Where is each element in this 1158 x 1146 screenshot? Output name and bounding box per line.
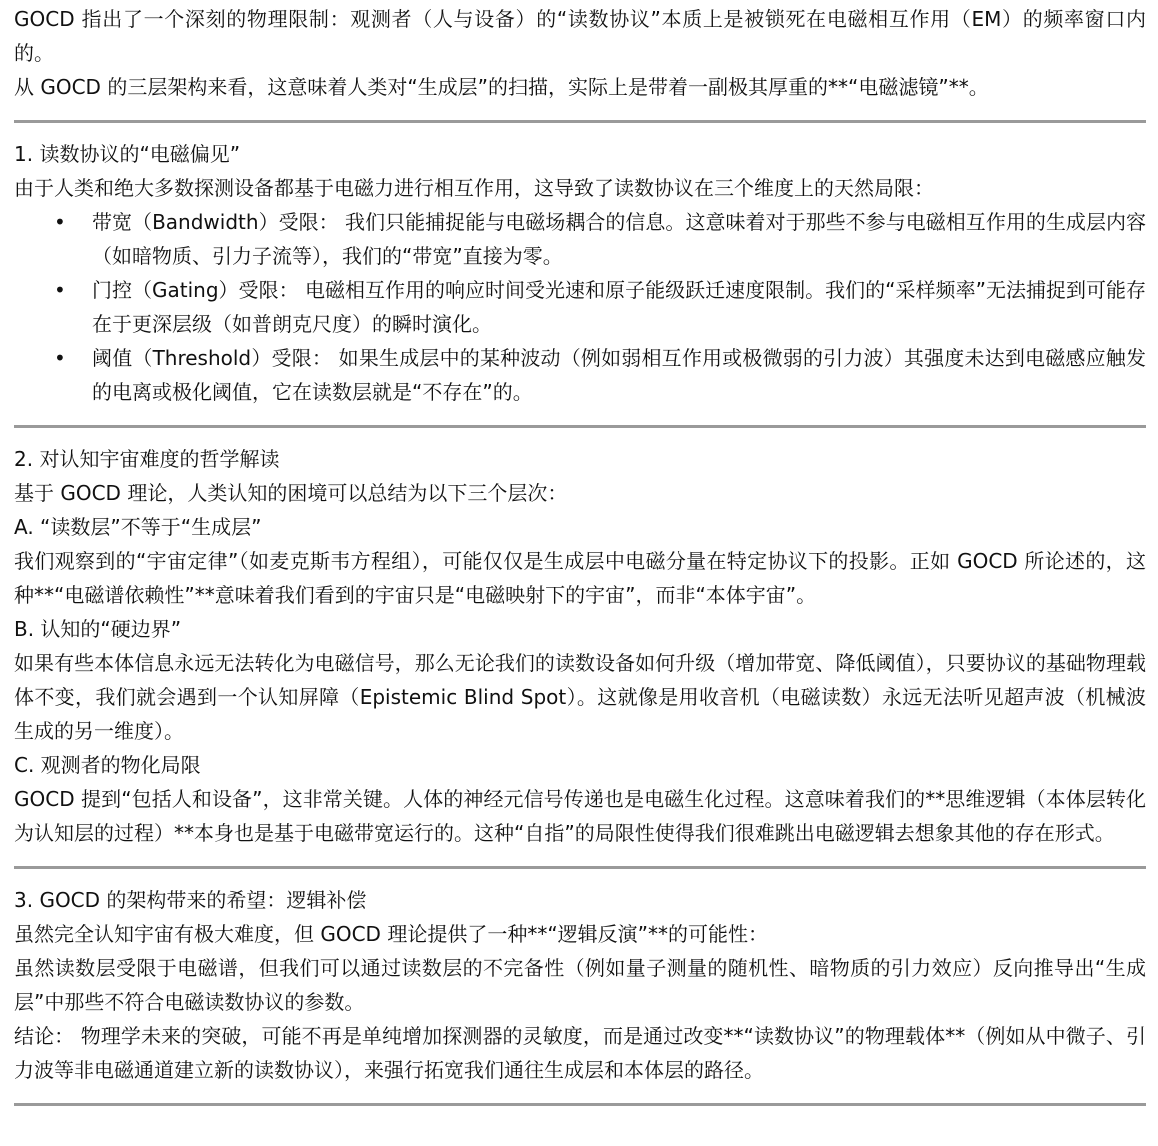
section2-c-heading: C. 观测者的物化局限 [14,753,201,777]
bullet-text: 阈值（Threshold）受限： 如果生成层中的某种波动（例如弱相互作用或极微弱的引力波）其强度未达到电磁感应触发的电离或极化阈值，它在读数层就是“不存在”的。 [92,346,1146,404]
section2-intro: 基于 GOCD 理论，人类认知的困境可以总结为以下三个层次： [14,481,568,505]
section2-heading: 2. 对认知宇宙难度的哲学解读 [14,447,280,471]
section1-intro: 由于人类和绝大多数探测设备都基于电磁力进行相互作用，这导致了读数协议在三个维度上的天然局限： [14,176,934,200]
section2-b-text: 如果有些本体信息永远无法转化为电磁信号，那么无论我们的读数设备如何升级（增加带宽、降低阈值），只要协议的基础物理载体不变，我们就会遇到一个认知屏障（Epistemic Blind Spot）。这就像是用收音机（电磁读数）永远无法听见超声波（机械波生成的另一维度）。 [14,651,1146,743]
section1-bullet-list [14,205,1146,409]
section-divider [14,866,1146,869]
bullet-text: 门控（Gating）受限： 电磁相互作用的响应时间受光速和原子能级跃迁速度限制。我们的“采样频率”无法捕捉到可能存在于更深层级（如普朗克尺度）的瞬时演化。 [92,278,1146,336]
intro-paragraph-2: 从 GOCD 的三层架构来看，这意味着人类对“生成层”的扫描，实际上是带着一副极其厚重的**“电磁滤镜”**。 [14,75,989,99]
section-divider [14,120,1146,123]
section1-heading: 1. 读数协议的“电磁偏见” [14,142,241,166]
list-item [54,205,1146,273]
intro-paragraph-1: GOCD 指出了一个深刻的物理限制：观测者（人与设备）的“读数协议”本质上是被锁死在电磁相互作用（EM）的频率窗口内的。 [14,7,1146,65]
section2-b-heading: B. 认知的“硬边界” [14,617,182,641]
section2-c-text: GOCD 提到“包括人和设备”，这非常关键。人体的神经元信号传递也是电磁生化过程。这意味着我们的**思维逻辑（本体层转化为认知层的过程）**本身也是基于电磁带宽运行的。这种“自指”的局限性使得我们很难跳出电磁逻辑去想象其他的存在形式。 [14,787,1146,845]
section-divider [14,1103,1146,1106]
list-item [54,273,1146,341]
bullet-icon: • [54,210,66,234]
bullet-text: 带宽（Bandwidth）受限： 我们只能捕捉能与电磁场耦合的信息。这意味着对于那些不参与电磁相互作用的生成层内容（如暗物质、引力子流等），我们的“带宽”直接为零。 [92,210,1146,268]
list-item [54,341,1146,409]
section2-a-text: 我们观察到的“宇宙定律”（如麦克斯韦方程组），可能仅仅是生成层中电磁分量在特定协议下的投影。正如 GOCD 所论述的，这种**“电磁谱依赖性”**意味着我们看到的宇宙只是“电磁映射下的宇宙”，而非“本体宇宙”。 [14,549,1146,607]
section3-paragraph: 虽然读数层受限于电磁谱，但我们可以通过读数层的不完备性（例如量子测量的随机性、暗物质的引力效应）反向推导出“生成层”中那些不符合电磁读数协议的参数。 [14,956,1146,1014]
bullet-icon: • [54,346,66,370]
section-divider [14,425,1146,428]
section3-conclusion: 结论： 物理学未来的突破，可能不再是单纯增加探测器的灵敏度，而是通过改变**“读数协议”的物理载体**（例如从中微子、引力波等非电磁通道建立新的读数协议），来强行拓宽我们通往生成层和本体层的路径。 [14,1024,1146,1082]
section3-heading: 3. GOCD 的架构带来的希望：逻辑补偿 [14,888,367,912]
section2-a-heading: A. “读数层”不等于“生成层” [14,515,262,539]
bullet-icon: • [54,278,66,302]
document-body [0,2,1158,1106]
section3-intro: 虽然完全认知宇宙有极大难度，但 GOCD 理论提供了一种**“逻辑反演”**的可能性： [14,922,769,946]
